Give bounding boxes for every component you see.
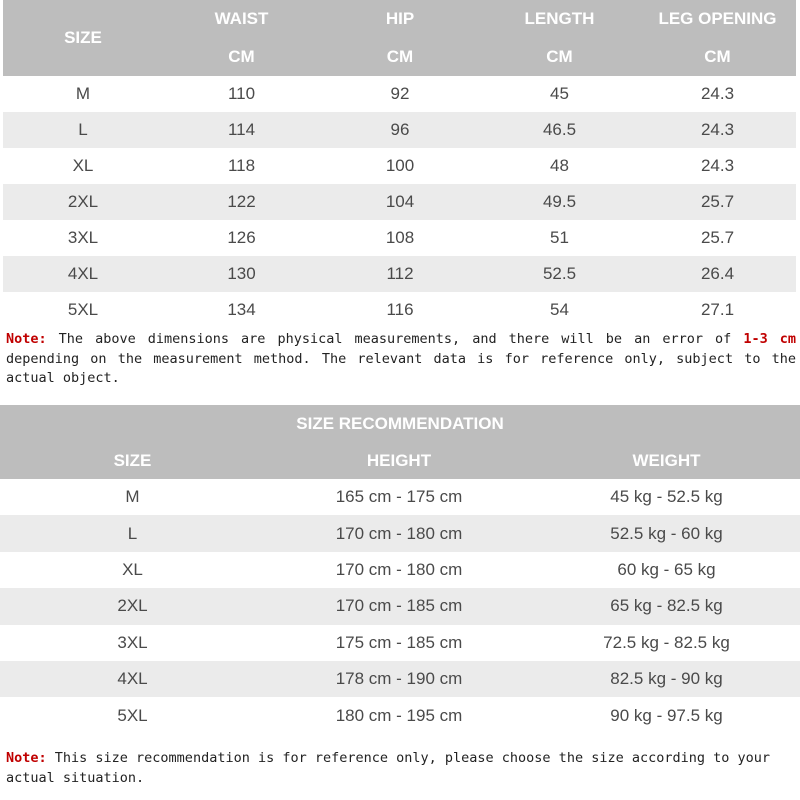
table-cell-height: 178 cm - 190 cm: [265, 661, 533, 697]
header-hip: [320, 0, 480, 38]
note-text: The above dimensions are physical measurements, and there will be an error of: [46, 331, 744, 347]
table-cell-size: M: [125, 487, 140, 507]
header-length-unit: [480, 38, 639, 76]
size-recommendation-table: [0, 405, 800, 734]
table-cell-weight: 90 kg - 97.5 kg: [610, 705, 723, 725]
table-cell-waist: 126: [227, 228, 256, 247]
header-size: SIZE: [0, 442, 265, 479]
table-cell-size: 3XL: [67, 228, 99, 247]
table-cell-leg-opening: 27.1: [700, 300, 735, 319]
note-label: Note:: [6, 331, 47, 347]
table-cell-size: 4XL: [0, 661, 265, 697]
table-cell-size: 4XL: [3, 256, 163, 292]
unit-label: CM: [386, 47, 414, 66]
header-leg-opening-unit: [639, 38, 796, 76]
note-label: Note:: [6, 750, 47, 766]
measurement-table: [3, 0, 796, 328]
unit-label: CM: [546, 47, 573, 66]
note-error-range: 1-3 cm: [743, 331, 796, 347]
table-cell-waist: 114: [163, 112, 320, 148]
table-cell-hip: 92: [390, 84, 410, 103]
header-leg-opening: [639, 0, 796, 38]
table-cell-size: 5XL: [67, 300, 99, 319]
note-text: depending on the measurement method. The relevant data is for reference only, subject to the actual object.: [6, 350, 796, 386]
recommendation-title: [0, 405, 800, 442]
table-cell-hip: 116: [386, 300, 414, 319]
measurement-note: [6, 330, 796, 389]
header-length: [480, 0, 639, 38]
table-cell-height: 170 cm - 180 cm: [265, 515, 533, 551]
table-cell-size: 5XL: [117, 705, 148, 725]
header-size-label: SIZE: [64, 28, 102, 47]
header-leg-opening-label: LEG OPENING: [658, 9, 777, 28]
table-cell-size: XL: [122, 559, 143, 579]
table-cell-hip: 108: [385, 228, 415, 247]
table-cell-length: 54: [550, 300, 569, 319]
table-cell-hip: 100: [385, 156, 415, 175]
table-cell-length: 52.5: [480, 256, 639, 292]
table-cell-waist: 130: [163, 256, 320, 292]
table-cell-length: 45: [550, 84, 569, 103]
table-cell-waist: 134: [227, 300, 256, 319]
header-size: [3, 0, 163, 76]
header-weight: WEIGHT: [533, 442, 800, 479]
header-height: HEIGHT: [265, 442, 533, 479]
table-cell-weight: 82.5 kg - 90 kg: [533, 661, 800, 697]
table-cell-height: 170 cm - 180 cm: [335, 559, 463, 579]
table-cell-hip: 104: [320, 184, 480, 220]
recommendation-title-label: SIZE RECOMMENDATION: [296, 413, 504, 433]
table-cell-leg-opening: 24.3: [700, 84, 735, 103]
table-cell-leg-opening: 25.7: [700, 228, 735, 247]
table-cell-size: L: [0, 515, 265, 551]
table-cell-leg-opening: 26.4: [639, 256, 796, 292]
table-cell-weight: 72.5 kg - 82.5 kg: [603, 632, 730, 652]
table-cell-weight: 60 kg - 65 kg: [617, 559, 716, 579]
header-waist: [163, 0, 320, 38]
unit-label: CM: [704, 47, 731, 66]
table-cell-waist: 110: [227, 84, 256, 103]
table-cell-hip: 112: [320, 256, 480, 292]
table-cell-length: 51: [550, 228, 569, 247]
table-cell-length: 48: [550, 156, 569, 175]
table-cell-size: 2XL: [3, 184, 163, 220]
note-text: This size recommendation is for reference only, please choose the size according to your actual situation.: [6, 750, 771, 786]
table-cell-waist: 118: [227, 156, 256, 175]
header-hip-label: HIP: [385, 9, 415, 28]
table-cell-size: M: [75, 84, 91, 103]
table-cell-height: 170 cm - 185 cm: [265, 588, 533, 624]
table-cell-weight: 65 kg - 82.5 kg: [533, 588, 800, 624]
table-cell-leg-opening: 25.7: [639, 184, 796, 220]
table-cell-size: XL: [72, 156, 94, 175]
unit-label: CM: [228, 47, 255, 66]
table-cell-height: 165 cm - 175 cm: [335, 487, 463, 507]
table-cell-size: 2XL: [0, 588, 265, 624]
table-cell-weight: 52.5 kg - 60 kg: [533, 515, 800, 551]
header-waist-label: WAIST: [214, 9, 269, 28]
table-cell-leg-opening: 24.3: [700, 156, 735, 175]
header-length-label: LENGTH: [524, 9, 595, 28]
table-cell-size: 3XL: [117, 632, 148, 652]
header-waist-unit: [163, 38, 320, 76]
table-cell-hip: 96: [320, 112, 480, 148]
table-cell-height: 180 cm - 195 cm: [335, 705, 463, 725]
table-cell-height: 175 cm - 185 cm: [335, 632, 463, 652]
table-cell-waist: 122: [163, 184, 320, 220]
table-cell-length: 46.5: [480, 112, 639, 148]
table-cell-weight: 45 kg - 52.5 kg: [610, 487, 723, 507]
table-cell-length: 49.5: [480, 184, 639, 220]
recommendation-note: [6, 749, 786, 788]
table-cell-leg-opening: 24.3: [639, 112, 796, 148]
table-cell-size: L: [3, 112, 163, 148]
header-hip-unit: [320, 38, 480, 76]
